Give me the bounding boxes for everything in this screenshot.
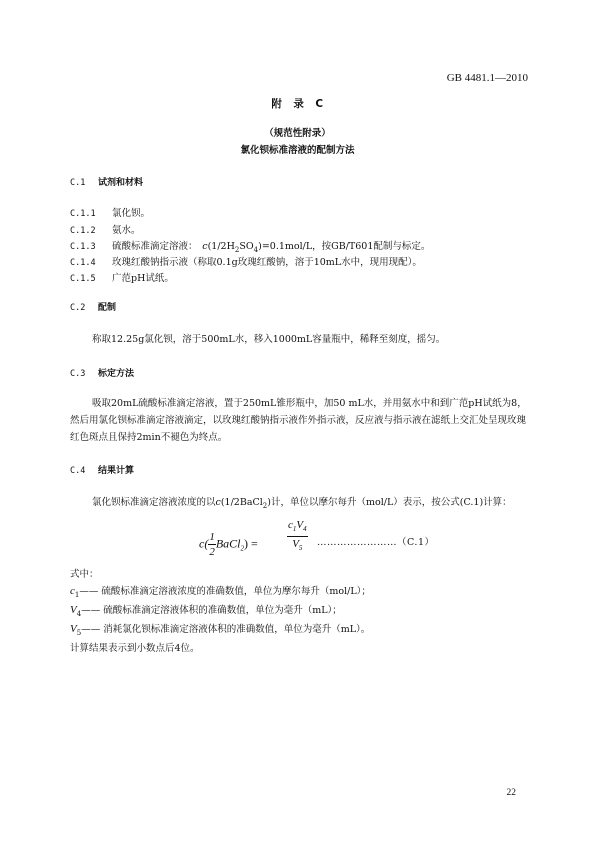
formula-subscript: 4	[253, 245, 259, 254]
list-item	[70, 254, 422, 268]
fraction-denominator	[287, 537, 308, 555]
formula-subscript: 2	[234, 245, 240, 254]
formula-subscript: 2	[262, 501, 268, 510]
variable-desc: —— 硫酸标准滴定溶液体积的准确数值，单位为毫升（mL）；	[81, 605, 342, 616]
formula-rhs	[287, 518, 308, 555]
annex-label: 附 录 C	[271, 98, 324, 110]
formula-subscript: 5	[298, 544, 303, 553]
section-c1-heading	[70, 175, 143, 188]
formula-lhs	[199, 530, 258, 559]
where-label: 式中：	[70, 569, 99, 580]
formula-equals: ) =	[244, 536, 258, 551]
item-text: 玫瑰红酸钠指示液（称取0.1g玫瑰红酸钠，溶于10mL水中，现用现配）。	[112, 257, 422, 268]
formula-subscript: 1	[292, 525, 297, 534]
variable-desc: —— 硫酸标准滴定溶液浓度的准确数值，单位为摩尔每升（mol/L）；	[79, 586, 371, 597]
formula-c1	[199, 518, 529, 558]
formula-text: (1/2H	[207, 241, 235, 252]
variable-subscript: 5	[76, 628, 82, 637]
list-item	[70, 222, 141, 236]
item-number: C.1.1	[70, 209, 96, 219]
item-number: C.1.4	[70, 258, 96, 268]
variable-symbol: V	[70, 623, 77, 635]
item-number: C.1.2	[70, 226, 96, 236]
item-number: C.1.3	[70, 242, 96, 252]
fraction-numerator: 1	[209, 531, 215, 543]
intro-text: 氯化钡标准滴定溶液浓度的以	[92, 497, 216, 508]
item-text: 氯化钡。	[112, 208, 151, 219]
fraction-denominator: 2	[209, 546, 215, 558]
variable-symbol: V	[70, 604, 77, 616]
fraction-main	[287, 518, 308, 555]
formula-label: （C.1）	[397, 537, 435, 548]
section-number: C.4	[70, 466, 86, 476]
paragraph: 吸取20mL硫酸标准滴定溶液，置于250mL锥形瓶中，加50 mL水，并用氨水中和到广范pH试纸为8，然后用氯化钡标准滴定溶液滴定，以玫瑰红酸钠指示液作外指示液，反应液与指示液在滤纸上交汇处呈现玫瑰红色斑点且保持2min不褪色为终点。	[70, 398, 527, 443]
symbol-v: V	[296, 519, 304, 531]
leader-dots: ……………………	[317, 537, 397, 548]
paragraph	[70, 494, 530, 515]
formula-symbol: c	[215, 497, 221, 508]
variable-desc: —— 消耗氯化钡标准滴定溶液体积的准确数值，单位为毫升（mL）。	[81, 624, 371, 635]
section-c2-heading	[70, 300, 116, 313]
symbol-c: c	[288, 519, 293, 531]
symbol-v: V	[292, 538, 299, 551]
intro-text: )计，单位以摩尔每升（mol/L）表示，按公式(C.1)计算：	[267, 497, 512, 508]
section-title: 配制	[98, 303, 117, 313]
section-number: C.2	[70, 303, 86, 313]
formula-bacl: BaCl	[215, 536, 241, 551]
formula-leader	[317, 534, 435, 548]
paragraph: 称取12.25g氯化钡，溶于500mL水，移入1000mL容量瓶中，稀释至刻度，摇匀。	[92, 334, 446, 345]
formula-subscript: 2	[240, 544, 244, 553]
item-text: 硫酸标准滴定溶液：	[112, 241, 203, 252]
variable-symbol: c	[70, 585, 75, 597]
variable-definition	[70, 602, 342, 618]
section-c4-heading	[70, 463, 134, 476]
section-title: 标定方法	[98, 369, 135, 379]
formula-text: (1/2BaCl	[220, 497, 263, 508]
formula-subscript: 4	[303, 525, 307, 534]
section-title: 试剂和材料	[98, 178, 144, 188]
section-c3-heading	[70, 366, 134, 379]
variable-subscript: 4	[76, 609, 82, 618]
formula-text: SO	[239, 241, 254, 252]
formula-c: c(	[199, 536, 209, 551]
item-text: 广范pH试纸。	[112, 273, 174, 284]
section-title: 结果计算	[98, 466, 135, 476]
fraction-half	[208, 530, 216, 559]
item-text: 氨水。	[112, 225, 141, 236]
item-text: )=0.1mol/L，按GB/T601配制与标定。	[258, 241, 431, 252]
variable-definition	[70, 621, 370, 637]
list-item	[70, 238, 430, 254]
section-number: C.3	[70, 369, 86, 379]
item-number: C.1.5	[70, 274, 96, 284]
list-item	[70, 270, 174, 284]
annex-title: 氯化钡标准溶液的配制方法	[240, 145, 355, 156]
formula-symbol: c	[202, 241, 208, 252]
page-number: 22	[506, 788, 516, 798]
standard-number: GB 4481.1—2010	[446, 72, 528, 84]
result-note: 计算结果表示到小数点后4位。	[70, 643, 200, 654]
fraction-numerator	[287, 518, 308, 537]
annex-type: （规范性附录）	[264, 128, 331, 139]
list-item	[70, 205, 150, 219]
variable-subscript: 1	[74, 590, 80, 599]
variable-definition	[70, 583, 371, 599]
section-number: C.1	[70, 178, 86, 188]
